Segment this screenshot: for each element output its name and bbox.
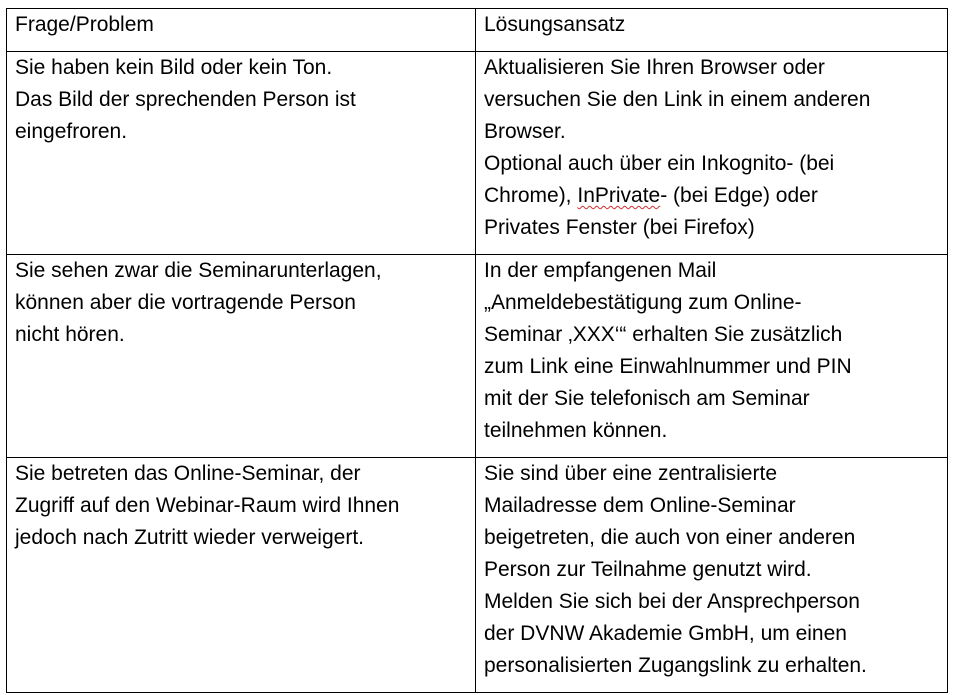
problem-cell [7, 458, 476, 693]
table-row [7, 52, 948, 255]
table-row [7, 255, 948, 458]
solution-cell [476, 458, 948, 693]
solution-line: Person zur Teilnahme genutzt wird. [484, 558, 812, 581]
table-header-row [7, 9, 948, 52]
solution-line: Melden Sie sich bei der Ansprechperson [484, 590, 860, 613]
solution-line: zum Link eine Einwahlnummer und PIN [484, 355, 852, 378]
spellcheck-word: InPrivate [577, 184, 661, 207]
solution-line: Privates Fenster (bei Firefox) [484, 216, 755, 239]
solution-line: der DVNW Akademie GmbH, um einen [484, 622, 847, 645]
solution-line: beigetreten, die auch von einer anderen [484, 526, 856, 549]
header-problem: Frage/Problem [7, 9, 476, 52]
problem-line: Sie sehen zwar die Seminarunterlagen, [15, 259, 382, 282]
solution-line: versuchen Sie den Link in einem anderen [484, 88, 871, 111]
problem-line: Zugriff auf den Webinar-Raum wird Ihnen [15, 494, 400, 517]
problem-line: Das Bild der sprechenden Person ist [15, 88, 356, 111]
table-row [7, 458, 948, 693]
solution-line [484, 180, 939, 212]
solution-line: Optional auch über ein Inkognito- (bei [484, 152, 835, 175]
solution-text: - (bei Edge) oder [660, 184, 818, 207]
solution-line: „Anmeldebestätigung zum Online- [484, 291, 802, 314]
solution-line: In der empfangenen Mail [484, 259, 717, 282]
solution-line: Sie sind über eine zentralisierte [484, 462, 777, 485]
problem-cell [7, 255, 476, 458]
solution-line: teilnehmen können. [484, 419, 668, 442]
faq-table [6, 8, 948, 693]
solution-text: Chrome), [484, 184, 578, 207]
solution-line: personalisierten Zugangslink zu erhalten. [484, 654, 867, 677]
solution-line: Aktualisieren Sie Ihren Browser oder [484, 56, 825, 79]
solution-cell [476, 52, 948, 255]
solution-cell [476, 255, 948, 458]
problem-line: Sie betreten das Online-Seminar, der [15, 462, 361, 485]
problem-line: eingefroren. [15, 120, 128, 143]
solution-line: mit der Sie telefonisch am Seminar [484, 387, 810, 410]
problem-line: Sie haben kein Bild oder kein Ton. [15, 56, 333, 79]
header-solution: Lösungsansatz [476, 9, 948, 52]
solution-line: Browser. [484, 120, 566, 143]
solution-line: Seminar ‚XXX‘“ erhalten Sie zusätzlich [484, 323, 843, 346]
problem-line: jedoch nach Zutritt wieder verweigert. [15, 526, 364, 549]
problem-cell [7, 52, 476, 255]
problem-line: nicht hören. [15, 323, 125, 346]
solution-line: Mailadresse dem Online-Seminar [484, 494, 796, 517]
problem-line: können aber die vortragende Person [15, 291, 356, 314]
